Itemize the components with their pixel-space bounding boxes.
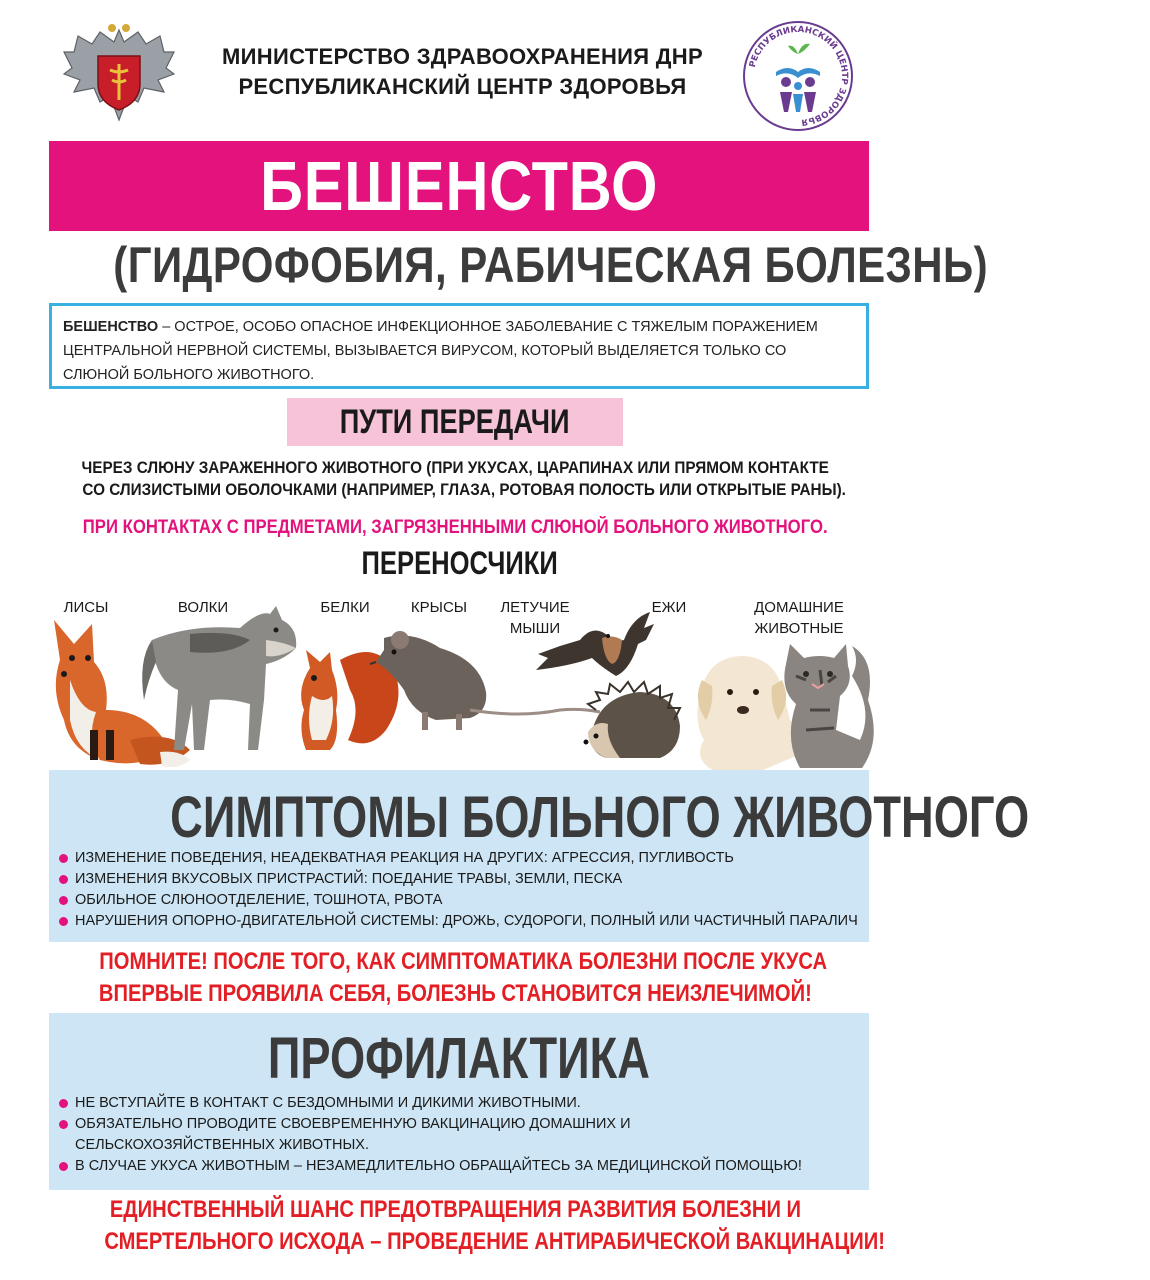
label-rat: КРЫСЫ [410,599,468,616]
symptom-item: ИЗМЕНЕНИЯ ВКУСОВЫХ ПРИСТРАСТИЙ: ПОЕДАНИЕ ТРАВЫ, ЗЕМЛИ, ПЕСКА [59,869,859,890]
center-name: РЕСПУБЛИКАНСКИЙ ЦЕНТР ЗДОРОВЬЯ [238,74,687,99]
carriers-heading-text: ПЕРЕНОСЧИКИ [361,545,559,581]
bat-icon [536,612,654,676]
transmission-line-2: СО СЛИЗИСТЫМИ ОБОЛОЧКАМИ (НАПРИМЕР, ГЛАЗА, РОТОВАЯ ПОЛОСТЬ ИЛИ ОТКРЫТЫЕ РАНЫ). [82,480,846,499]
final-message [30,1194,885,1258]
title-banner [49,141,869,231]
warning-text [30,946,880,1010]
label-pets-line-2: ЖИВОТНЫЕ [754,620,844,637]
health-center-logo [742,20,854,132]
carriers-heading [300,545,620,582]
final-line-2: СМЕРТЕЛЬНОГО ИСХОДА – ПРОВЕДЕНИЕ АНТИРАБИЧЕСКОЙ ВАКЦИНАЦИИ! [104,1228,885,1255]
transmission-objects [30,517,880,539]
symptoms-heading [49,784,1030,851]
final-line-1: ЕДИНСТВЕННЫЙ ШАНС ПРЕДОТВРАЩЕНИЯ РАЗВИТИЯ БОЛЕЗНИ И [109,1196,801,1223]
prevention-heading [49,1025,869,1092]
transmission-line-1: ЧЕРЕЗ СЛЮНУ ЗАРАЖЕННОГО ЖИВОТНОГО (ПРИ УКУСАХ, ЦАРАПИНАХ ИЛИ ПРЯМОМ КОНТАКТЕ [81,458,829,477]
prevention-panel [49,1013,869,1190]
symptoms-panel [49,770,1030,942]
transmission-objects-text: ПРИ КОНТАКТАХ С ПРЕДМЕТАМИ, ЗАГРЯЗНЕННЫМИ СЛЮНОЙ БОЛЬНОГО ЖИВОТНОГО. [82,517,828,538]
label-bats-line-2: МЫШИ [509,620,561,637]
prevention-list [59,1093,829,1177]
subtitle [30,236,989,294]
ministry-name: МИНИСТЕРСТВО ЗДРАВООХРАНЕНИЯ ДНР [222,44,703,69]
symptom-item: ИЗМЕНЕНИЕ ПОВЕДЕНИЯ, НЕАДЕКВАТНАЯ РЕАКЦИЯ НА ДРУГИХ: АГРЕССИЯ, ПУГЛИВОСТЬ [59,848,859,869]
symptom-item: НАРУШЕНИЯ ОПОРНО-ДВИГАТЕЛЬНОЙ СИСТЕМЫ: ДРОЖЬ, СУДОРОГИ, ПОЛНЫЙ ИЛИ ЧАСТИЧНЫЙ ПАРАЛИЧ [59,911,859,932]
header [0,0,910,135]
symptom-item: ОБИЛЬНОЕ СЛЮНООТДЕЛЕНИЕ, ТОШНОТА, РВОТА [59,890,859,911]
label-squirrel: БЕЛКИ [320,599,370,616]
warning-line-1: ПОМНИТЕ! ПОСЛЕ ТОГО, КАК СИМПТОМАТИКА БОЛЕЗНИ ПОСЛЕ УКУСА [99,948,828,975]
label-pets-line-1: ДОМАШНИЕ [754,599,844,616]
transmission-heading: ПУТИ ПЕРЕДАЧИ [340,402,570,441]
transmission-text [40,457,870,501]
label-wolf: ВОЛКИ [177,599,229,616]
label-bats-line-1: ЛЕТУЧИЕ [500,599,570,616]
hedgehog-icon [584,682,681,758]
logo-ring-text: РЕСПУБЛИКАНСКИЙ ЦЕНТР ЗДОРОВЬЯ [747,24,850,127]
definition-text: – ОСТРОЕ, ОСОБО ОПАСНОЕ ИНФЕКЦИОННОЕ ЗАБОЛЕВАНИЕ С ТЯЖЕЛЫМ ПОРАЖЕНИЕМ ЦЕНТРАЛЬНОЙ НЕРВНОЙ СИСТЕМЫ, ВЫЗЫВАЕТСЯ ВИРУСОМ, КОТОРЫЙ ВЫДЕЛЯЕТСЯ ТОЛЬКО СО СЛЮНОЙ БОЛЬНОГО ЖИВОТНОГО. [63,319,818,383]
definition-term: БЕШЕНСТВО [63,319,159,335]
prevention-item: НЕ ВСТУПАЙТЕ В КОНТАКТ С БЕЗДОМНЫМИ И ДИКИМИ ЖИВОТНЫМИ. [59,1093,829,1114]
prevention-item: В СЛУЧАЕ УКУСА ЖИВОТНЫМ – НЕЗАМЕДЛИТЕЛЬНО ОБРАЩАЙТЕСЬ ЗА МЕДИЦИНСКОЙ ПОМОЩЬЮ! [59,1156,829,1177]
wolf-icon [142,606,296,750]
kitten-icon [784,644,873,768]
transmission-heading-band [287,398,623,446]
label-hedgehog: ЕЖИ [651,599,687,616]
emblem-eagle-icon [60,22,178,127]
label-fox: ЛИСЫ [63,599,109,616]
carrier-animals [40,600,880,780]
prevention-item: ОБЯЗАТЕЛЬНО ПРОВОДИТЕ СВОЕВРЕМЕННУЮ ВАКЦИНАЦИЮ ДОМАШНИХ И СЕЛЬСКОХОЗЯЙСТВЕННЫХ ЖИВОТНЫХ. [59,1114,829,1156]
symptoms-list [59,848,859,932]
definition-box [49,303,869,389]
symptoms-heading-text: СИМПТОМЫ БОЛЬНОГО ЖИВОТНОГО [170,785,1030,850]
warning-line-2: ВПЕРВЫЕ ПРОЯВИЛА СЕБЯ, БОЛЕЗНЬ СТАНОВИТСЯ НЕИЗЛЕЧИМОЙ! [98,980,812,1007]
subtitle-text: (ГИДРОФОБИЯ, РАБИЧЕСКАЯ БОЛЕЗНЬ) [113,237,989,293]
prevention-heading-text: ПРОФИЛАКТИКА [267,1026,651,1091]
page-title: БЕШЕНСТВО [259,147,659,225]
